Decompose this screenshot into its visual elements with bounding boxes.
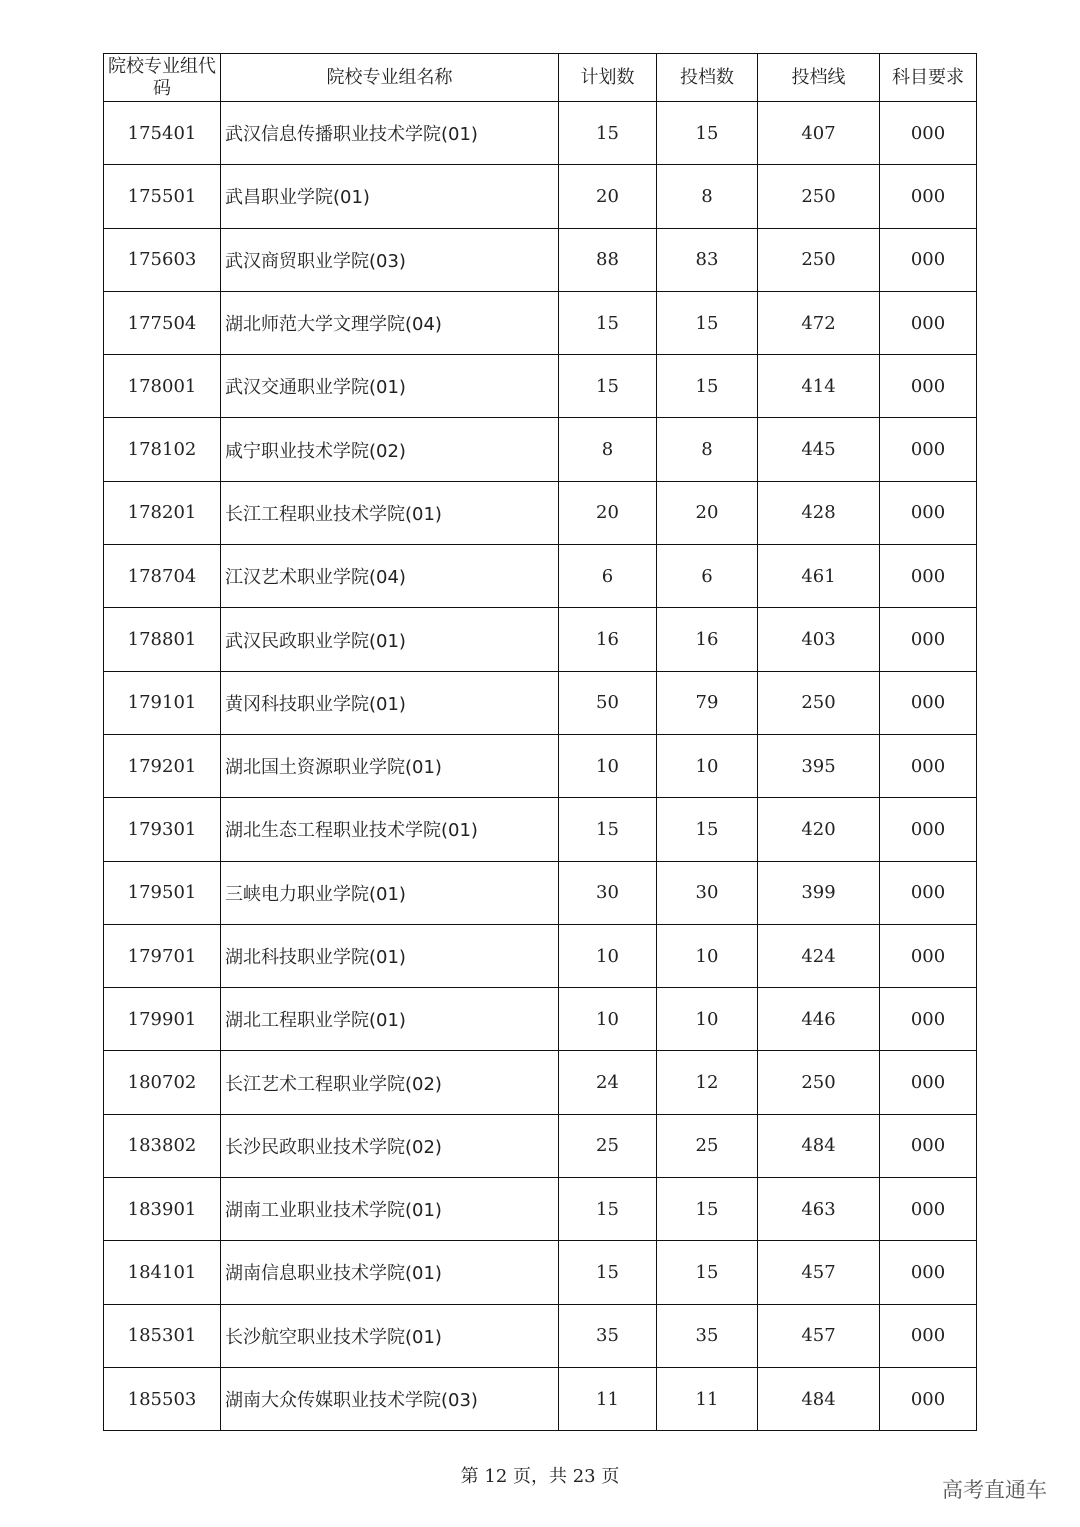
cell-plan: 35 [559, 1304, 657, 1367]
cell-name: 武汉交通职业学院(01) [221, 355, 559, 418]
cell-plan: 15 [559, 1241, 657, 1304]
cell-subject: 000 [880, 355, 977, 418]
cell-admitted: 15 [657, 355, 758, 418]
cell-plan: 20 [559, 481, 657, 544]
watermark: 高考直通车 [942, 1478, 1047, 1502]
cell-code: 179101 [104, 671, 221, 734]
header-name: 院校专业组名称 [221, 54, 559, 102]
cell-subject: 000 [880, 1114, 977, 1177]
cell-name: 湖北科技职业学院(01) [221, 924, 559, 987]
cell-score-line: 457 [758, 1304, 880, 1367]
admission-table [103, 53, 977, 1431]
cell-score-line: 403 [758, 608, 880, 671]
cell-name: 武昌职业学院(01) [221, 165, 559, 228]
cell-score-line: 472 [758, 291, 880, 354]
cell-code: 177504 [104, 291, 221, 354]
cell-name: 长沙民政职业技术学院(02) [221, 1114, 559, 1177]
cell-plan: 50 [559, 671, 657, 734]
cell-code: 178001 [104, 355, 221, 418]
cell-admitted: 20 [657, 481, 758, 544]
cell-plan: 10 [559, 988, 657, 1051]
cell-plan: 16 [559, 608, 657, 671]
cell-subject: 000 [880, 671, 977, 734]
cell-admitted: 8 [657, 165, 758, 228]
table-row [104, 165, 977, 228]
cell-admitted: 79 [657, 671, 758, 734]
cell-subject: 000 [880, 418, 977, 481]
cell-plan: 10 [559, 734, 657, 797]
cell-subject: 000 [880, 734, 977, 797]
cell-plan: 15 [559, 291, 657, 354]
cell-admitted: 10 [657, 734, 758, 797]
table-row [104, 545, 977, 608]
cell-code: 175401 [104, 102, 221, 165]
cell-subject: 000 [880, 861, 977, 924]
cell-name: 湖南大众传媒职业技术学院(03) [221, 1367, 559, 1430]
cell-score-line: 424 [758, 924, 880, 987]
cell-score-line: 484 [758, 1114, 880, 1177]
cell-score-line: 461 [758, 545, 880, 608]
page-number: 第 12 页，共 23 页 [460, 1466, 620, 1487]
cell-code: 178704 [104, 545, 221, 608]
table-row [104, 861, 977, 924]
cell-code: 180702 [104, 1051, 221, 1114]
cell-score-line: 407 [758, 102, 880, 165]
cell-code: 184101 [104, 1241, 221, 1304]
header-plan: 计划数 [559, 54, 657, 102]
cell-score-line: 428 [758, 481, 880, 544]
cell-code: 185301 [104, 1304, 221, 1367]
cell-name: 咸宁职业技术学院(02) [221, 418, 559, 481]
cell-plan: 6 [559, 545, 657, 608]
cell-plan: 15 [559, 102, 657, 165]
cell-code: 185503 [104, 1367, 221, 1430]
cell-admitted: 83 [657, 228, 758, 291]
table-row [104, 924, 977, 987]
cell-subject: 000 [880, 102, 977, 165]
cell-code: 178201 [104, 481, 221, 544]
cell-score-line: 399 [758, 861, 880, 924]
cell-plan: 10 [559, 924, 657, 987]
cell-admitted: 12 [657, 1051, 758, 1114]
cell-admitted: 30 [657, 861, 758, 924]
cell-name: 武汉民政职业学院(01) [221, 608, 559, 671]
cell-subject: 000 [880, 1241, 977, 1304]
cell-admitted: 15 [657, 1178, 758, 1241]
table-row [104, 1241, 977, 1304]
table-row [104, 291, 977, 354]
cell-plan: 15 [559, 355, 657, 418]
table-row [104, 734, 977, 797]
cell-subject: 000 [880, 1051, 977, 1114]
cell-name: 武汉信息传播职业技术学院(01) [221, 102, 559, 165]
cell-score-line: 446 [758, 988, 880, 1051]
cell-subject: 000 [880, 924, 977, 987]
table-row [104, 355, 977, 418]
cell-code: 178801 [104, 608, 221, 671]
cell-name: 湖北生态工程职业技术学院(01) [221, 798, 559, 861]
table-row [104, 1367, 977, 1430]
cell-admitted: 25 [657, 1114, 758, 1177]
cell-name: 湖北工程职业学院(01) [221, 988, 559, 1051]
cell-name: 湖北师范大学文理学院(04) [221, 291, 559, 354]
table-row [104, 988, 977, 1051]
cell-admitted: 15 [657, 1241, 758, 1304]
cell-code: 183901 [104, 1178, 221, 1241]
cell-score-line: 250 [758, 165, 880, 228]
cell-code: 175603 [104, 228, 221, 291]
cell-plan: 25 [559, 1114, 657, 1177]
cell-subject: 000 [880, 545, 977, 608]
table-row [104, 798, 977, 861]
cell-code: 179901 [104, 988, 221, 1051]
cell-plan: 24 [559, 1051, 657, 1114]
cell-plan: 30 [559, 861, 657, 924]
cell-admitted: 10 [657, 924, 758, 987]
cell-code: 175501 [104, 165, 221, 228]
cell-score-line: 445 [758, 418, 880, 481]
cell-code: 179701 [104, 924, 221, 987]
cell-subject: 000 [880, 291, 977, 354]
table-row [104, 102, 977, 165]
cell-name: 湖南信息职业技术学院(01) [221, 1241, 559, 1304]
header-row [104, 54, 977, 102]
cell-name: 长沙航空职业技术学院(01) [221, 1304, 559, 1367]
cell-admitted: 15 [657, 291, 758, 354]
header-subject: 科目要求 [880, 54, 977, 102]
table-row [104, 481, 977, 544]
cell-admitted: 11 [657, 1367, 758, 1430]
cell-admitted: 6 [657, 545, 758, 608]
cell-code: 179501 [104, 861, 221, 924]
cell-code: 183802 [104, 1114, 221, 1177]
header-code: 院校专业组代码 [104, 54, 221, 102]
cell-score-line: 484 [758, 1367, 880, 1430]
table-row [104, 1051, 977, 1114]
cell-subject: 000 [880, 1304, 977, 1367]
cell-score-line: 250 [758, 228, 880, 291]
cell-code: 179201 [104, 734, 221, 797]
cell-subject: 000 [880, 608, 977, 671]
cell-plan: 15 [559, 798, 657, 861]
cell-plan: 11 [559, 1367, 657, 1430]
table-row [104, 671, 977, 734]
table-row [104, 608, 977, 671]
cell-score-line: 414 [758, 355, 880, 418]
table-row [104, 1304, 977, 1367]
cell-score-line: 420 [758, 798, 880, 861]
cell-name: 长江工程职业技术学院(01) [221, 481, 559, 544]
cell-plan: 88 [559, 228, 657, 291]
cell-plan: 20 [559, 165, 657, 228]
cell-admitted: 15 [657, 798, 758, 861]
header-score-line: 投档线 [758, 54, 880, 102]
cell-name: 湖南工业职业技术学院(01) [221, 1178, 559, 1241]
table-row [104, 1178, 977, 1241]
cell-admitted: 8 [657, 418, 758, 481]
header-admitted: 投档数 [657, 54, 758, 102]
cell-subject: 000 [880, 1367, 977, 1430]
cell-plan: 8 [559, 418, 657, 481]
cell-score-line: 250 [758, 671, 880, 734]
cell-name: 三峡电力职业学院(01) [221, 861, 559, 924]
cell-subject: 000 [880, 988, 977, 1051]
cell-admitted: 16 [657, 608, 758, 671]
cell-name: 黄冈科技职业学院(01) [221, 671, 559, 734]
cell-name: 武汉商贸职业学院(03) [221, 228, 559, 291]
cell-name: 湖北国土资源职业学院(01) [221, 734, 559, 797]
table-row [104, 418, 977, 481]
cell-score-line: 463 [758, 1178, 880, 1241]
cell-subject: 000 [880, 165, 977, 228]
table-row [104, 1114, 977, 1177]
cell-admitted: 15 [657, 102, 758, 165]
cell-code: 178102 [104, 418, 221, 481]
cell-subject: 000 [880, 798, 977, 861]
cell-subject: 000 [880, 1178, 977, 1241]
cell-admitted: 35 [657, 1304, 758, 1367]
cell-admitted: 10 [657, 988, 758, 1051]
cell-plan: 15 [559, 1178, 657, 1241]
cell-code: 179301 [104, 798, 221, 861]
table-row [104, 228, 977, 291]
cell-name: 长江艺术工程职业学院(02) [221, 1051, 559, 1114]
cell-subject: 000 [880, 481, 977, 544]
cell-score-line: 250 [758, 1051, 880, 1114]
cell-subject: 000 [880, 228, 977, 291]
cell-name: 江汉艺术职业学院(04) [221, 545, 559, 608]
cell-score-line: 395 [758, 734, 880, 797]
cell-score-line: 457 [758, 1241, 880, 1304]
